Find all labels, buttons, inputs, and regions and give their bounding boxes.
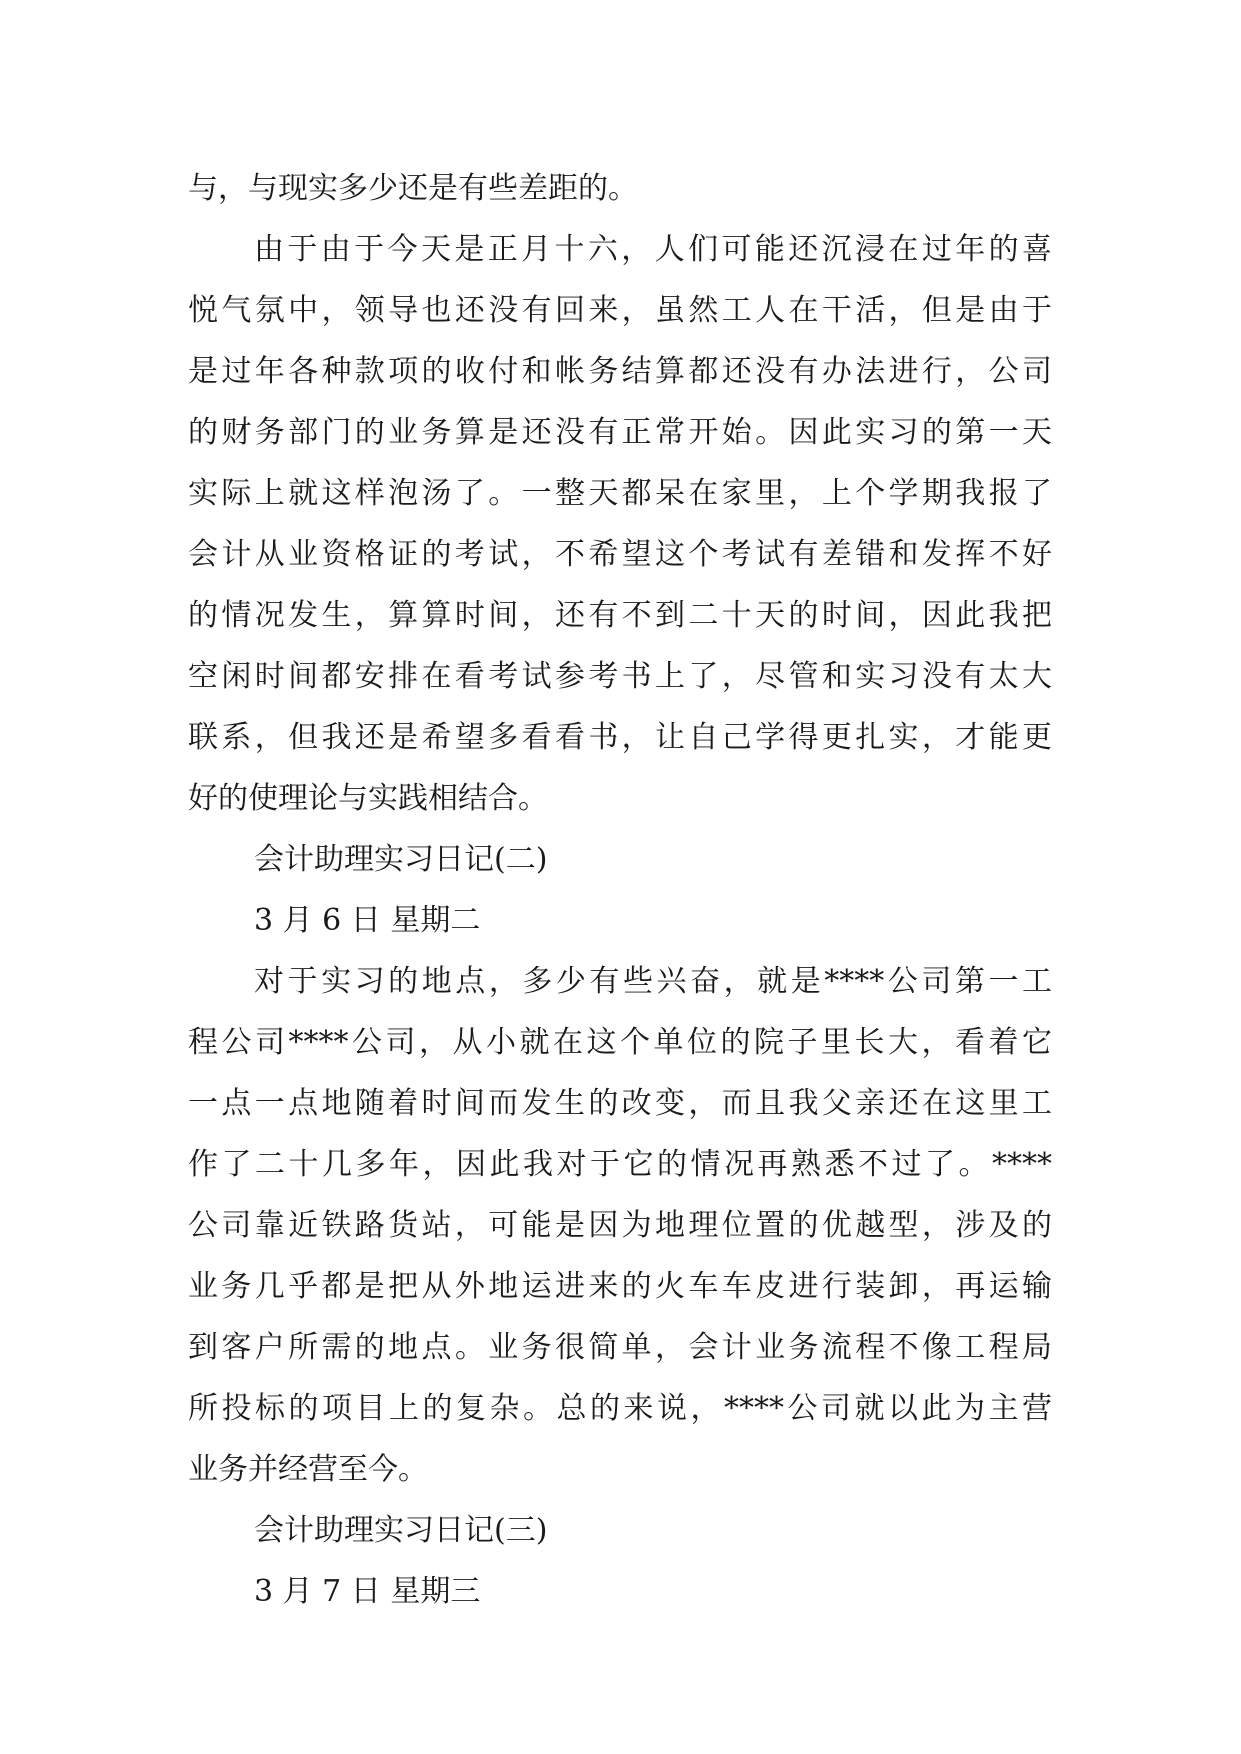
paragraph-line-14: 对于实习的地点，多少有些兴奋，就是****公司第一工 bbox=[254, 964, 1052, 999]
paragraph-line-5: 的财务部门的业务算是还没有正常开始。因此实习的第一天 bbox=[188, 415, 1052, 450]
paragraph-line-3: 悦气氛中，领导也还没有回来，虽然工人在干活，但是由于 bbox=[188, 293, 1052, 328]
paragraph-line-2: 由于由于今天是正月十六，人们可能还沉浸在过年的喜 bbox=[254, 232, 1052, 267]
paragraph-line-8: 的情况发生，算算时间，还有不到二十天的时间，因此我把 bbox=[188, 598, 1052, 633]
document-body bbox=[188, 158, 1052, 1622]
paragraph-line-10: 联系，但我还是希望多看看书，让自己学得更扎实，才能更 bbox=[188, 720, 1052, 755]
paragraph-line-9: 空闲时间都安排在看考试参考书上了，尽管和实习没有太大 bbox=[188, 659, 1052, 694]
paragraph-line-21: 所投标的项目上的复杂。总的来说，****公司就以此为主营 bbox=[188, 1391, 1052, 1426]
paragraph-line-7: 会计从业资格证的考试，不希望这个考试有差错和发挥不好 bbox=[188, 537, 1052, 572]
paragraph-line-22: 业务并经营至今。 bbox=[188, 1452, 428, 1487]
diary-date-2: 3 月 6 日 星期二 bbox=[254, 903, 481, 938]
paragraph-line-16: 一点一点地随着时间而发生的改变，而且我父亲还在这里工 bbox=[188, 1086, 1052, 1121]
paragraph-line-20: 到客户所需的地点。业务很简单，会计业务流程不像工程局 bbox=[188, 1330, 1052, 1365]
paragraph-line-11: 好的使理论与实践相结合。 bbox=[188, 781, 548, 816]
paragraph-line-6: 实际上就这样泡汤了。一整天都呆在家里，上个学期我报了 bbox=[188, 476, 1052, 511]
paragraph-line-15: 程公司****公司，从小就在这个单位的院子里长大，看着它 bbox=[188, 1025, 1052, 1060]
section-heading-3: 会计助理实习日记(三) bbox=[254, 1513, 548, 1548]
section-heading-2: 会计助理实习日记(二) bbox=[254, 842, 548, 877]
diary-date-3: 3 月 7 日 星期三 bbox=[254, 1574, 481, 1609]
paragraph-line-18: 公司靠近铁路货站，可能是因为地理位置的优越型，涉及的 bbox=[188, 1208, 1052, 1243]
text-line-1: 与，与现实多少还是有些差距的。 bbox=[188, 171, 638, 206]
paragraph-line-19: 业务几乎都是把从外地运进来的火车车皮进行装卸，再运输 bbox=[188, 1269, 1052, 1304]
paragraph-line-17: 作了二十几多年，因此我对于它的情况再熟悉不过了。**** bbox=[188, 1147, 1052, 1182]
paragraph-line-4: 是过年各种款项的收付和帐务结算都还没有办法进行，公司 bbox=[188, 354, 1052, 389]
